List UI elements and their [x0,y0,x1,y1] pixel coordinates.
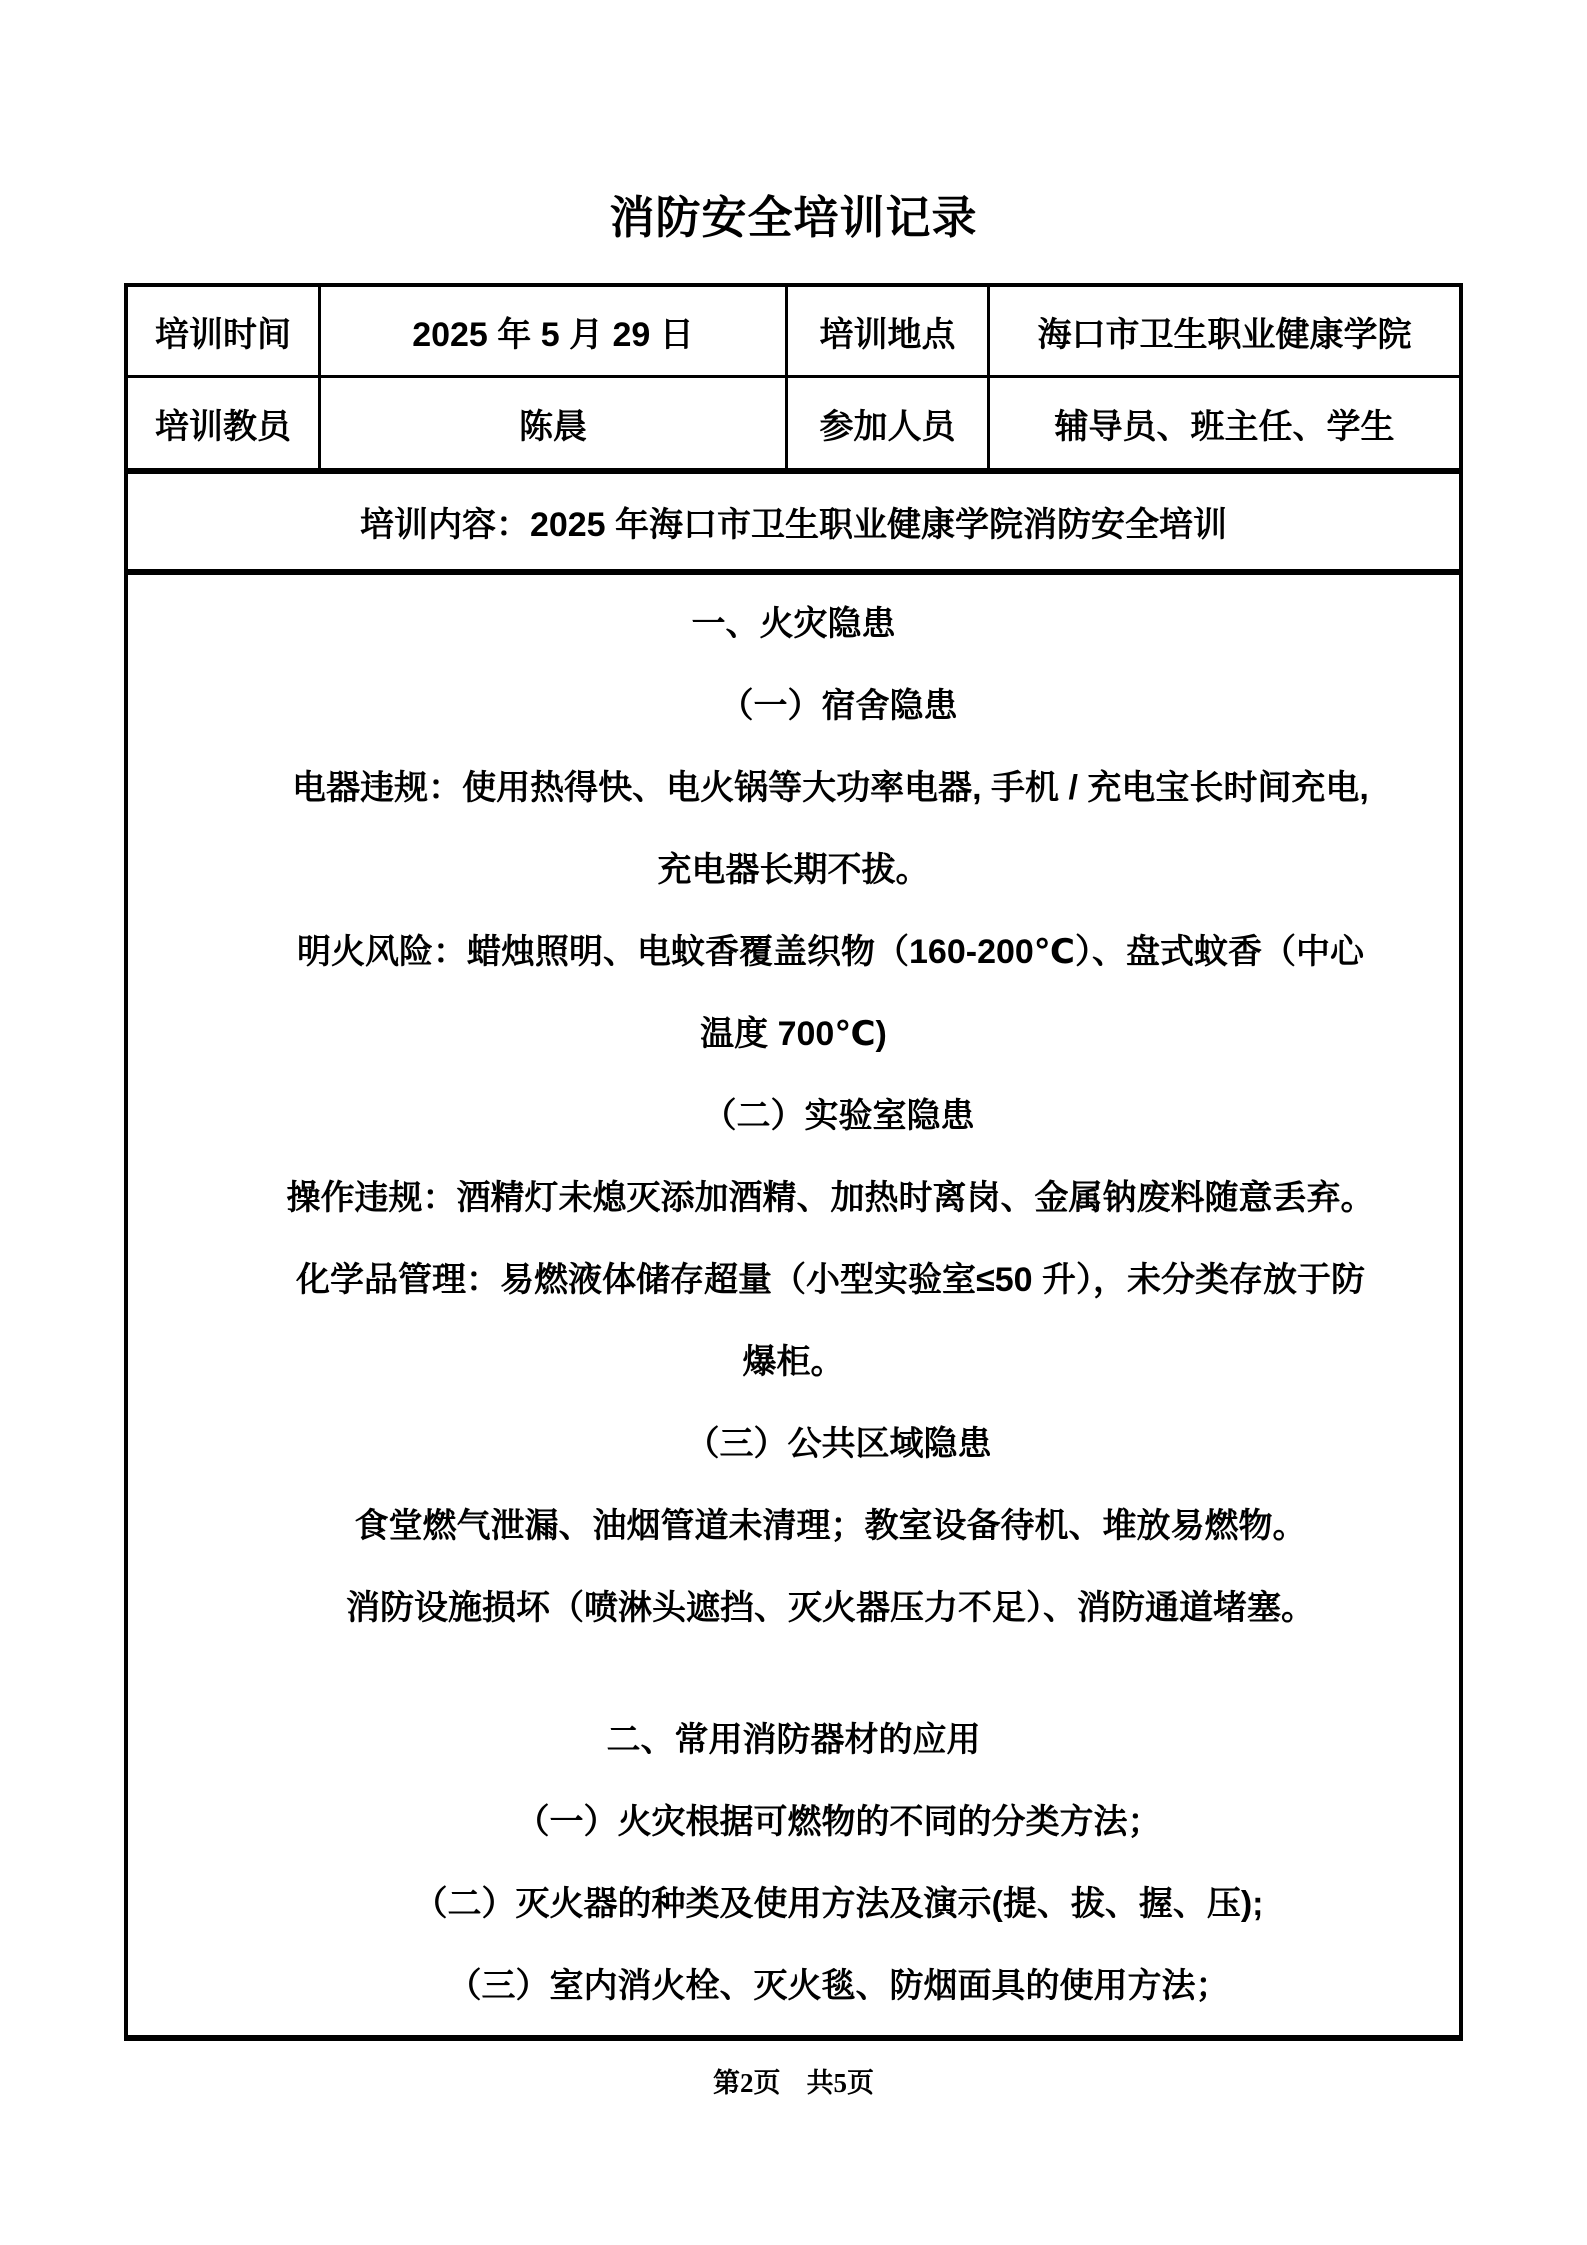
section-2-item-3: （三）室内消火栓、灭火毯、防烟面具的使用方法； [447,1967,1230,2005]
training-location-label: 培训地点 [787,285,989,377]
training-content-body [126,572,1461,2038]
table-row-content-body [126,572,1461,2038]
body-line: 充电器长期不拔。 [657,851,930,889]
section-2-heading: 二、常用消防器材的应用 [606,1721,981,1759]
page-number: 第2页 [713,2068,781,2098]
body-line: 电器违规：使用热得快、电火锅等大功率电器, 手机 / 充电宝长时间充电, [292,769,1369,807]
page-total: 共5页 [806,2068,874,2098]
training-location-value: 海口市卫生职业健康学院 [989,285,1462,377]
participants-value: 辅导员、班主任、学生 [989,377,1462,472]
body-line: 温度 700℃) [700,1015,887,1053]
section-1-heading: 一、火灾隐患 [691,605,896,643]
body-line: 明火风险：蜡烛照明、电蚊香覆盖织物（160-200℃）、盘式蚊香（中心 [297,933,1364,971]
participants-label: 参加人员 [787,377,989,472]
page-title: 消防安全培训记录 [609,192,978,243]
body-line: 消防设施损坏（喷淋头遮挡、灭火器压力不足）、消防通道堵塞。 [346,1589,1315,1627]
page-footer [0,2061,1587,2100]
table-row-instructor-participants [126,377,1461,472]
body-line: 食堂燃气泄漏、油烟管道未清理；教室设备待机、堆放易燃物。 [354,1507,1307,1545]
section-1-item-1: （一）宿舍隐患 [719,687,958,725]
training-time-value: 2025 年 5 月 29 日 [320,285,787,377]
training-instructor-value: 陈晨 [320,377,787,472]
section-1-item-2: （二）实验室隐患 [702,1097,975,1135]
section-2-item-2: （二）灭火器的种类及使用方法及演示(提、拔、握、压); [413,1885,1264,1923]
body-line: 化学品管理：易燃液体储存超量（小型实验室≤50 升），未分类存放于防 [296,1261,1365,1299]
training-instructor-label: 培训教员 [126,377,320,472]
section-2-item-1: （一）火灾根据可燃物的不同的分类方法； [515,1803,1162,1841]
body-line: 操作违规：酒精灯未熄灭添加酒精、加热时离岗、金属钠废料随意丢弃。 [286,1179,1375,1217]
section-1-item-3: （三）公共区域隐患 [685,1425,992,1463]
training-time-label: 培训时间 [126,285,320,377]
training-record-table [124,283,1463,2041]
table-row-time-location [126,285,1461,377]
body-line: 爆柜。 [742,1343,845,1381]
training-content-header: 培训内容：2025 年海口市卫生职业健康学院消防安全培训 [126,471,1461,572]
table-row-content-header [126,471,1461,572]
